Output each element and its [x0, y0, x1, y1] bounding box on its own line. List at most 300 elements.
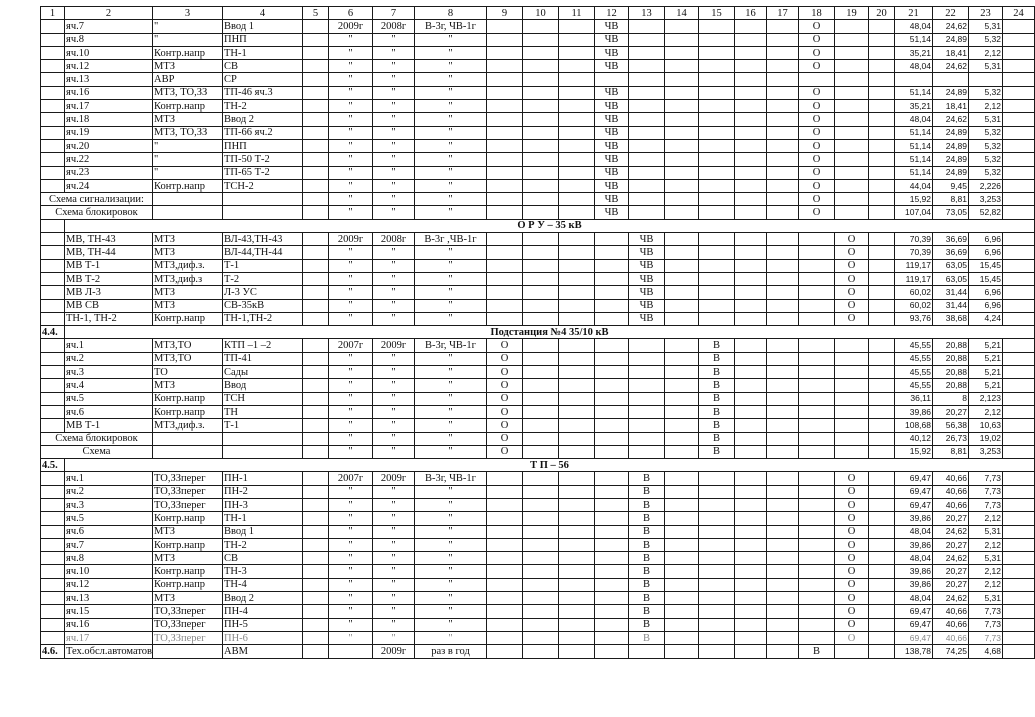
table-cell [869, 299, 895, 312]
table-cell [665, 286, 699, 299]
table-cell: 9,45 [933, 179, 969, 192]
table-cell: Контр.напр [153, 405, 223, 418]
table-cell [523, 631, 559, 644]
table-cell [487, 33, 523, 46]
table-cell: 24,62 [933, 113, 969, 126]
table-cell [895, 73, 933, 86]
table-cell: 2,12 [969, 578, 1003, 591]
table-cell [735, 578, 767, 591]
table-cell [153, 645, 223, 658]
table-cell: " [329, 153, 373, 166]
table-cell: 5,31 [969, 525, 1003, 538]
table-cell [665, 472, 699, 485]
table-cell: В [699, 419, 735, 432]
table-cell [869, 139, 895, 152]
table-cell: " [373, 578, 415, 591]
table-cell: " [415, 445, 487, 458]
table-cell: 20,88 [933, 339, 969, 352]
table-cell [869, 445, 895, 458]
table-cell [869, 60, 895, 73]
table-cell: " [329, 605, 373, 618]
table-cell [665, 46, 699, 59]
table-cell [869, 153, 895, 166]
table-cell [559, 339, 595, 352]
table-cell: В [699, 432, 735, 445]
table-cell: 18,41 [933, 46, 969, 59]
table-cell: ЧВ [629, 259, 665, 272]
table-cell: 5,21 [969, 366, 1003, 379]
table-cell: В-3г, ЧВ-1г [415, 20, 487, 33]
table-cell: ПН-4 [223, 605, 303, 618]
table-cell: 39,86 [895, 512, 933, 525]
table-cell [767, 538, 799, 551]
row-label: яч.22 [65, 153, 153, 166]
table-cell [799, 498, 835, 511]
table-cell [735, 139, 767, 152]
table-cell: ЧВ [595, 33, 629, 46]
table-cell [869, 472, 895, 485]
table-cell [523, 312, 559, 325]
table-cell [799, 592, 835, 605]
table-cell [735, 631, 767, 644]
row-label: яч.17 [65, 631, 153, 644]
table-cell [487, 100, 523, 113]
table-cell [487, 20, 523, 33]
table-cell: О [835, 498, 869, 511]
table-cell: 45,55 [895, 352, 933, 365]
table-cell: " [373, 60, 415, 73]
table-cell [665, 73, 699, 86]
table-cell [665, 525, 699, 538]
table-cell [665, 100, 699, 113]
table-cell [559, 179, 595, 192]
table-cell: " [373, 33, 415, 46]
table-cell [629, 33, 665, 46]
table-cell: " [415, 179, 487, 192]
table-row [41, 46, 1035, 59]
table-cell [303, 565, 329, 578]
table-cell [41, 592, 65, 605]
table-cell: ТН [223, 405, 303, 418]
table-cell [767, 113, 799, 126]
table-cell [767, 552, 799, 565]
table-cell [799, 578, 835, 591]
table-cell [41, 538, 65, 551]
table-cell [735, 33, 767, 46]
row-label: яч.1 [65, 472, 153, 485]
table-cell [869, 366, 895, 379]
table-cell: 119,17 [895, 259, 933, 272]
row-label: МВ СВ [65, 299, 153, 312]
table-cell: 5,21 [969, 379, 1003, 392]
table-cell [699, 20, 735, 33]
table-cell: " [329, 206, 373, 219]
table-cell: " [373, 286, 415, 299]
section-row [41, 459, 1035, 472]
table-cell [835, 60, 869, 73]
table-cell: 5,32 [969, 33, 1003, 46]
table-row [41, 472, 1035, 485]
table-cell [735, 299, 767, 312]
table-cell: 18,41 [933, 100, 969, 113]
section-number [41, 219, 65, 232]
table-cell: ТН-3 [223, 565, 303, 578]
table-cell [487, 578, 523, 591]
table-cell [523, 552, 559, 565]
table-cell [835, 179, 869, 192]
table-cell: 48,04 [895, 592, 933, 605]
table-cell: " [415, 153, 487, 166]
table-cell [41, 139, 65, 152]
table-cell [595, 366, 629, 379]
table-cell [735, 498, 767, 511]
table-cell: АВМ [223, 645, 303, 658]
table-cell: " [329, 312, 373, 325]
table-cell [1003, 153, 1035, 166]
table-cell [41, 552, 65, 565]
table-cell: О [835, 272, 869, 285]
table-cell [595, 565, 629, 578]
table-row [41, 538, 1035, 551]
table-cell: 5,21 [969, 339, 1003, 352]
table-cell: 20,27 [933, 578, 969, 591]
table-cell: В [699, 379, 735, 392]
table-cell: 15,92 [895, 445, 933, 458]
table-cell [303, 645, 329, 658]
table-cell [1003, 312, 1035, 325]
table-cell [41, 153, 65, 166]
table-cell [1003, 46, 1035, 59]
table-cell: " [373, 259, 415, 272]
table-cell [303, 100, 329, 113]
table-cell: " [329, 432, 373, 445]
column-number: 17 [767, 7, 799, 20]
table-cell [665, 206, 699, 219]
table-cell [559, 631, 595, 644]
table-cell: ТН-2 [223, 538, 303, 551]
table-cell [559, 312, 595, 325]
table-cell [665, 405, 699, 418]
table-cell: 107,04 [895, 206, 933, 219]
table-cell [869, 286, 895, 299]
table-cell: 52,82 [969, 206, 1003, 219]
table-cell: " [153, 166, 223, 179]
table-cell [735, 312, 767, 325]
table-cell [767, 445, 799, 458]
column-number: 22 [933, 7, 969, 20]
table-cell: " [415, 525, 487, 538]
table-cell [869, 312, 895, 325]
table-cell [487, 645, 523, 658]
table-cell: " [415, 419, 487, 432]
maintenance-schedule-sheet [40, 6, 1024, 659]
table-row [41, 139, 1035, 152]
table-cell [487, 73, 523, 86]
table-cell [559, 113, 595, 126]
table-cell: 8,81 [933, 445, 969, 458]
column-number: 11 [559, 7, 595, 20]
table-cell [767, 299, 799, 312]
table-cell: " [329, 286, 373, 299]
row-label: яч.20 [65, 139, 153, 152]
table-cell: ПН-5 [223, 618, 303, 631]
table-cell [835, 432, 869, 445]
table-row [41, 419, 1035, 432]
table-cell [303, 498, 329, 511]
table-cell [699, 126, 735, 139]
table-cell: О [799, 33, 835, 46]
table-cell [735, 153, 767, 166]
table-cell: " [329, 179, 373, 192]
table-cell [799, 73, 835, 86]
table-cell [869, 605, 895, 618]
table-cell: " [329, 392, 373, 405]
table-cell: " [373, 592, 415, 605]
table-cell [665, 618, 699, 631]
table-cell: 20,27 [933, 405, 969, 418]
table-cell [523, 139, 559, 152]
row-label: яч.12 [65, 60, 153, 73]
table-cell: " [373, 618, 415, 631]
table-cell [799, 246, 835, 259]
table-cell: 5,32 [969, 139, 1003, 152]
table-cell [1003, 33, 1035, 46]
table-cell [41, 179, 65, 192]
table-cell [303, 153, 329, 166]
table-cell: МТЗ,ТО [153, 339, 223, 352]
table-cell [303, 538, 329, 551]
table-cell [487, 618, 523, 631]
table-cell: 93,76 [895, 312, 933, 325]
table-cell [629, 645, 665, 658]
table-cell [41, 166, 65, 179]
table-cell: 51,14 [895, 86, 933, 99]
table-cell [767, 472, 799, 485]
table-cell [487, 153, 523, 166]
table-cell: " [373, 46, 415, 59]
table-cell: СВ [223, 552, 303, 565]
row-label: МВ Т-2 [65, 272, 153, 285]
row-label: яч.6 [65, 525, 153, 538]
table-cell [303, 405, 329, 418]
table-cell [41, 86, 65, 99]
table-cell [835, 139, 869, 152]
table-cell: ЧВ [595, 153, 629, 166]
table-cell [799, 538, 835, 551]
table-cell: О [799, 126, 835, 139]
table-cell: 2,12 [969, 405, 1003, 418]
table-cell [523, 60, 559, 73]
table-cell [303, 20, 329, 33]
table-cell: " [373, 272, 415, 285]
table-cell [595, 392, 629, 405]
table-cell [767, 60, 799, 73]
table-cell [41, 20, 65, 33]
table-cell [869, 645, 895, 658]
table-cell [523, 73, 559, 86]
table-cell [665, 645, 699, 658]
table-cell [835, 126, 869, 139]
table-row [41, 552, 1035, 565]
table-cell: ТО,ЗЗперег [153, 472, 223, 485]
table-cell: 24,62 [933, 60, 969, 73]
table-cell [699, 498, 735, 511]
table-cell [799, 272, 835, 285]
row-label: яч.3 [65, 498, 153, 511]
table-cell: " [329, 419, 373, 432]
table-cell [559, 445, 595, 458]
table-cell: 5,31 [969, 592, 1003, 605]
table-cell: О [487, 352, 523, 365]
table-cell: В [699, 392, 735, 405]
table-cell [799, 512, 835, 525]
table-cell [665, 498, 699, 511]
table-cell: 7,73 [969, 472, 1003, 485]
table-cell [303, 126, 329, 139]
table-row [41, 100, 1035, 113]
table-cell: Контр.напр [153, 512, 223, 525]
table-cell: 69,47 [895, 631, 933, 644]
table-cell: 6,96 [969, 299, 1003, 312]
table-cell [799, 299, 835, 312]
row-label: яч.8 [65, 552, 153, 565]
table-row [41, 153, 1035, 166]
table-cell [799, 605, 835, 618]
table-cell [303, 86, 329, 99]
table-cell: " [373, 179, 415, 192]
table-cell: ЧВ [629, 312, 665, 325]
table-cell [629, 139, 665, 152]
table-row [41, 126, 1035, 139]
table-cell [665, 312, 699, 325]
table-cell: Ввод [223, 379, 303, 392]
table-cell [699, 100, 735, 113]
table-cell: О [799, 86, 835, 99]
table-cell [699, 618, 735, 631]
table-row [41, 432, 1035, 445]
table-cell: 36,69 [933, 246, 969, 259]
column-number: 21 [895, 7, 933, 20]
table-cell [699, 485, 735, 498]
table-cell: " [329, 139, 373, 152]
table-cell [303, 60, 329, 73]
table-cell [487, 631, 523, 644]
table-cell [699, 512, 735, 525]
table-cell: СР [223, 73, 303, 86]
table-cell [303, 73, 329, 86]
table-cell: " [373, 113, 415, 126]
table-cell [699, 272, 735, 285]
table-cell [1003, 139, 1035, 152]
table-cell: О [835, 472, 869, 485]
table-row [41, 605, 1035, 618]
row-label: яч.5 [65, 512, 153, 525]
table-cell [699, 286, 735, 299]
table-cell [487, 498, 523, 511]
table-cell: 2009г [373, 339, 415, 352]
table-cell: ЧВ [595, 166, 629, 179]
table-cell [595, 233, 629, 246]
table-cell: " [329, 166, 373, 179]
table-cell [665, 166, 699, 179]
table-cell: " [415, 193, 487, 206]
table-cell [303, 312, 329, 325]
table-cell [559, 259, 595, 272]
row-label: яч.2 [65, 485, 153, 498]
table-cell [595, 246, 629, 259]
table-cell [665, 419, 699, 432]
table-cell [41, 366, 65, 379]
table-cell [487, 286, 523, 299]
table-cell [799, 525, 835, 538]
table-row [41, 578, 1035, 591]
table-cell: " [373, 552, 415, 565]
table-cell: ЧВ [595, 206, 629, 219]
table-cell [41, 379, 65, 392]
table-cell: 5,31 [969, 20, 1003, 33]
table-cell [303, 179, 329, 192]
column-number-row [41, 7, 1035, 20]
table-cell: " [415, 485, 487, 498]
table-row [41, 339, 1035, 352]
table-row [41, 312, 1035, 325]
row-label: Схема [41, 445, 153, 458]
table-cell [835, 46, 869, 59]
table-cell [735, 432, 767, 445]
table-cell [835, 645, 869, 658]
table-cell [735, 379, 767, 392]
table-cell: ПН-2 [223, 485, 303, 498]
section-number: 4.5. [41, 459, 65, 472]
table-cell [665, 339, 699, 352]
table-cell: 8,81 [933, 193, 969, 206]
table-cell [523, 272, 559, 285]
table-cell [595, 525, 629, 538]
table-cell [629, 432, 665, 445]
table-cell: 20,88 [933, 379, 969, 392]
table-cell [699, 538, 735, 551]
table-cell: " [373, 565, 415, 578]
table-cell [699, 645, 735, 658]
table-row [41, 113, 1035, 126]
table-cell [223, 445, 303, 458]
table-cell: " [373, 405, 415, 418]
table-cell [303, 339, 329, 352]
table-cell: 4,68 [969, 645, 1003, 658]
table-cell [41, 392, 65, 405]
row-label: яч.10 [65, 565, 153, 578]
table-cell [735, 60, 767, 73]
table-cell: 15,92 [895, 193, 933, 206]
table-cell [1003, 405, 1035, 418]
row-label: яч.7 [65, 538, 153, 551]
table-cell [487, 512, 523, 525]
table-cell: В [629, 592, 665, 605]
table-cell: " [415, 139, 487, 152]
table-cell [799, 286, 835, 299]
table-cell: ТП-65 Т-2 [223, 166, 303, 179]
table-cell [665, 246, 699, 259]
table-cell [559, 366, 595, 379]
table-cell [665, 565, 699, 578]
table-cell [303, 272, 329, 285]
column-number: 1 [41, 7, 65, 20]
table-cell: В-3г, ЧВ-1г [415, 339, 487, 352]
table-cell: 69,47 [895, 618, 933, 631]
table-cell [869, 86, 895, 99]
table-cell: В [629, 552, 665, 565]
table-cell: ТП-66 яч.2 [223, 126, 303, 139]
